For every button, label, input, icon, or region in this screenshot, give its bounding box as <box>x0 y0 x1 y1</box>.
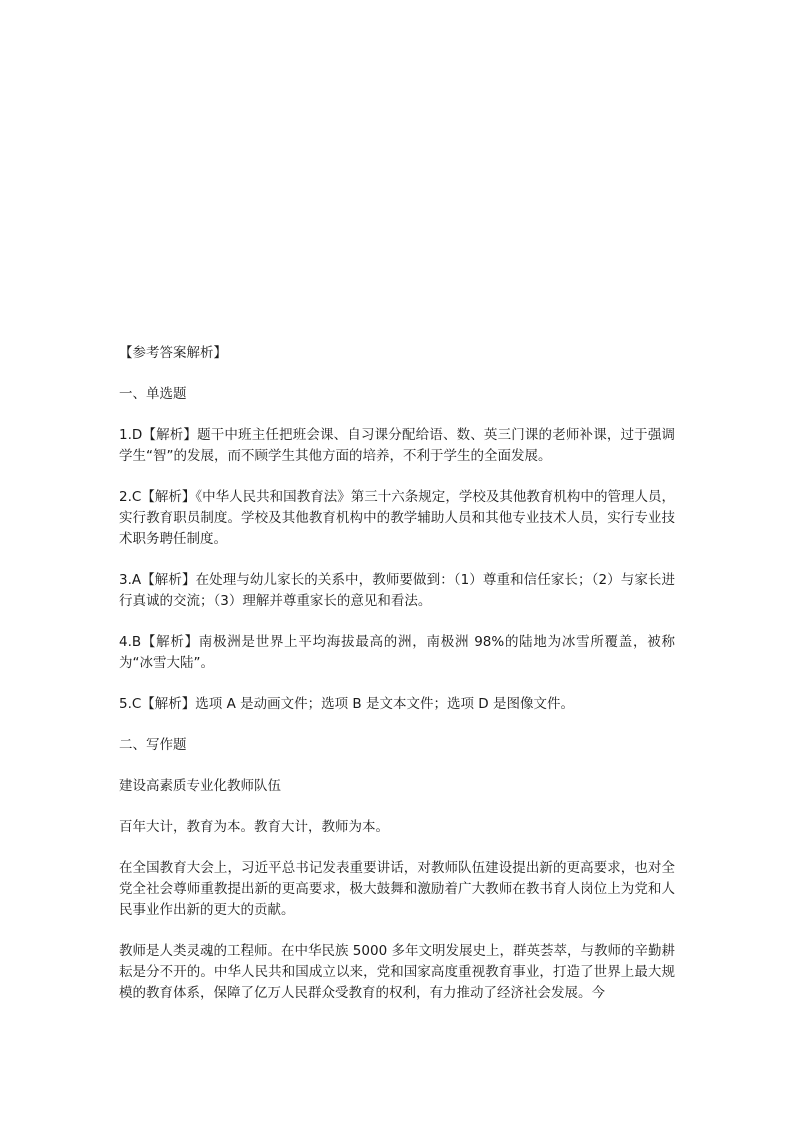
answer-heading: 【参考答案解析】 <box>119 345 227 361</box>
answer-item-5: 5.C【解析】选项 A 是动画文件；选项 B 是文本文件；选项 D 是图像文件。 <box>119 696 574 712</box>
answer-item-3: 3.A【解析】在处理与幼儿家长的关系中，教师要做到：（1）尊重和信任家长；（2）与家长进行真诚的交流；（3）理解并尊重家长的意见和看法。 <box>119 572 675 609</box>
document-content <box>119 343 675 1024</box>
section-title-writing: 二、写作题 <box>119 737 187 753</box>
essay-paragraph-1: 百年大计，教育为本。教育大计，教师为本。 <box>119 819 389 835</box>
essay-paragraph-2: 在全国教育大会上，习近平总书记发表重要讲话，对教师队伍建设提出新的更高要求，也对全党全社会尊师重教提出新的更高要求，极大鼓舞和激励着广大教师在教书育人岗位上为党和人民事业作出新的更大的贡献。 <box>119 860 675 918</box>
answer-item-1: 1.D【解析】题干中班主任把班会课、自习课分配给语、数、英三门课的老师补课，过于强调学生“智”的发展，而不顾学生其他方面的培养，不利于学生的全面发展。 <box>119 427 675 464</box>
essay-title: 建设高素质专业化教师队伍 <box>119 778 281 794</box>
section-title-single-choice: 一、单选题 <box>119 386 187 402</box>
answer-item-4: 4.B【解析】南极洲是世界上平均海拔最高的洲，南极洲 98%的陆地为冰雪所覆盖，被称为“冰雪大陆”。 <box>119 634 675 671</box>
essay-paragraph-3: 教师是人类灵魂的工程师。在中华民族 5000 多年文明发展史上，群英荟萃，与教师的辛勤耕耘是分不开的。中华人民共和国成立以来，党和国家高度重视教育事业，打造了世界上最大规模的教育体系，保障了亿万人民群众受教育的权利，有力推动了经济社会发展。今 <box>119 943 675 1001</box>
answer-item-2: 2.C【解析】《中华人民共和国教育法》第三十六条规定，学校及其他教育机构中的管理人员，实行教育职员制度。学校及其他教育机构中的教学辅助人员和其他专业技术人员，实行专业技术职务聘任制度。 <box>119 489 675 547</box>
